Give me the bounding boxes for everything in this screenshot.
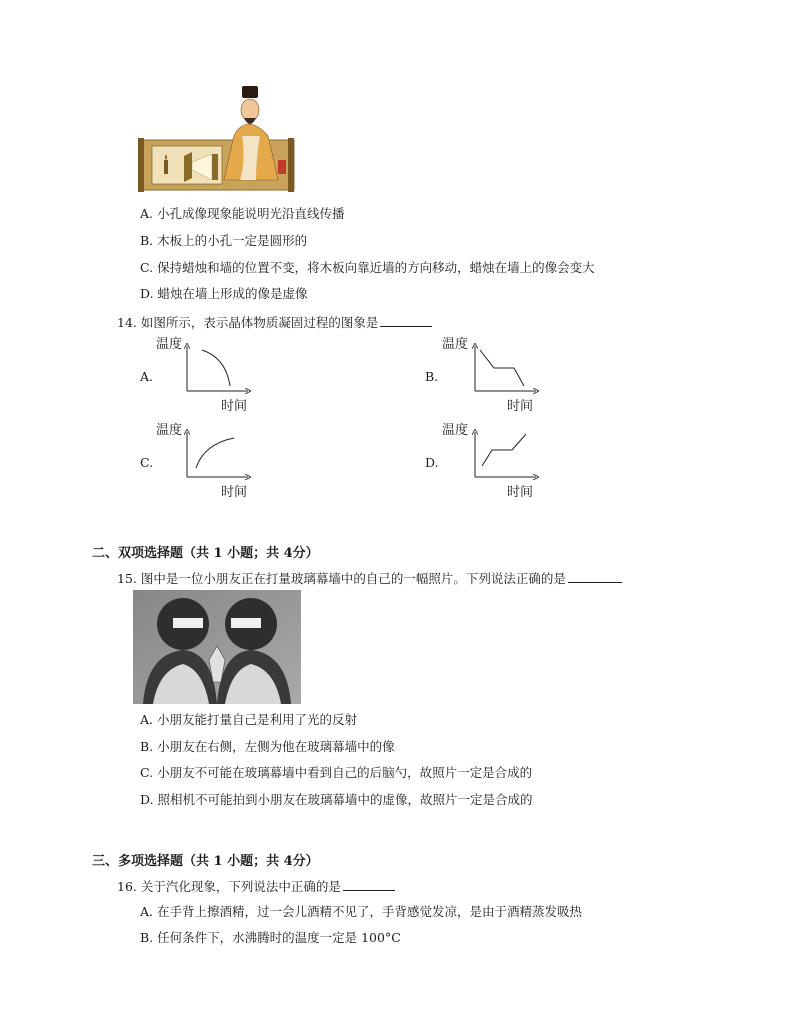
- q14-stem: [117, 313, 432, 331]
- q16-option-a[interactable]: A. 在手背上擦酒精，过一会儿酒精不见了，手背感觉发凉，是由于酒精蒸发吸热: [140, 904, 582, 919]
- q14-graph-c-letter[interactable]: C.: [140, 455, 154, 470]
- q16-stem-text: 16. 关于汽化现象，下列说法中正确的是: [117, 879, 341, 894]
- q14-graph-b-xlabel: 时间: [507, 399, 534, 414]
- q14-graph-c-curve: [196, 438, 234, 468]
- q15-option-d[interactable]: D. 照相机不可能拍到小朋友在玻璃幕墙中的虚像，故照片一定是合成的: [140, 792, 533, 807]
- q14-graph-d-ylabel: 温度: [442, 423, 469, 438]
- q16-stem: [117, 877, 395, 895]
- answer-blank[interactable]: [380, 314, 432, 327]
- q14-graph-a-letter[interactable]: A.: [140, 369, 154, 384]
- q14-graph-d-xlabel: 时间: [507, 485, 534, 500]
- q14-stem-text: 14. 如图所示，表示晶体物质凝固过程的图象是: [117, 315, 379, 330]
- q14-graph-a-xlabel: 时间: [221, 399, 248, 414]
- child-glass-wall-photo: [133, 590, 301, 704]
- q14-graph-d-curve: [482, 434, 526, 466]
- q14-graph-a-curve: [202, 350, 230, 386]
- q14-graph-b-letter[interactable]: B.: [425, 369, 439, 384]
- q15-stem: [117, 569, 622, 587]
- section2-heading: 二、双项选择题（共 1 小题；共 4分）: [92, 546, 319, 561]
- q14-graph-d-letter[interactable]: D.: [425, 455, 439, 470]
- q14-graph-a: [182, 344, 250, 394]
- q13-option-a[interactable]: A. 小孔成像现象能说明光沿直线传播: [140, 206, 345, 221]
- section3-heading: 三、多项选择题（共 1 小题；共 4分）: [92, 854, 319, 869]
- q14-graph-d: [470, 430, 538, 480]
- pinhole-scholar-figure: [138, 80, 298, 192]
- q16-option-b[interactable]: B. 任何条件下，水沸腾时的温度一定是 100°C: [140, 930, 401, 945]
- q15-stem-text: 15. 图中是一位小朋友正在打量玻璃幕墙中的自己的一幅照片。下列说法正确的是: [117, 571, 566, 586]
- q13-option-b[interactable]: B. 木板上的小孔一定是圆形的: [140, 233, 308, 248]
- answer-blank[interactable]: [568, 570, 622, 583]
- q13-option-c[interactable]: C. 保持蜡烛和墙的位置不变，将木板向靠近墙的方向移动，蜡烛在墙上的像会变大: [140, 260, 595, 275]
- q15-option-c[interactable]: C. 小朋友不可能在玻璃幕墙中看到自己的后脑勺，故照片一定是合成的: [140, 765, 533, 780]
- q14-graph-c-xlabel: 时间: [221, 485, 248, 500]
- q14-graph-b-ylabel: 温度: [442, 337, 469, 352]
- q13-option-d[interactable]: D. 蜡烛在墙上形成的像是虚像: [140, 286, 308, 301]
- q14-graph-b: [470, 344, 538, 394]
- answer-blank[interactable]: [343, 878, 395, 891]
- q15-option-a[interactable]: A. 小朋友能打量自己是利用了光的反射: [140, 712, 357, 727]
- q14-graph-a-ylabel: 温度: [156, 337, 183, 352]
- q15-option-b[interactable]: B. 小朋友在右侧，左侧为他在玻璃幕墙中的像: [140, 739, 395, 754]
- q14-graph-b-curve: [480, 350, 524, 386]
- q14-graph-c: [182, 430, 250, 480]
- q14-graph-c-ylabel: 温度: [156, 423, 183, 438]
